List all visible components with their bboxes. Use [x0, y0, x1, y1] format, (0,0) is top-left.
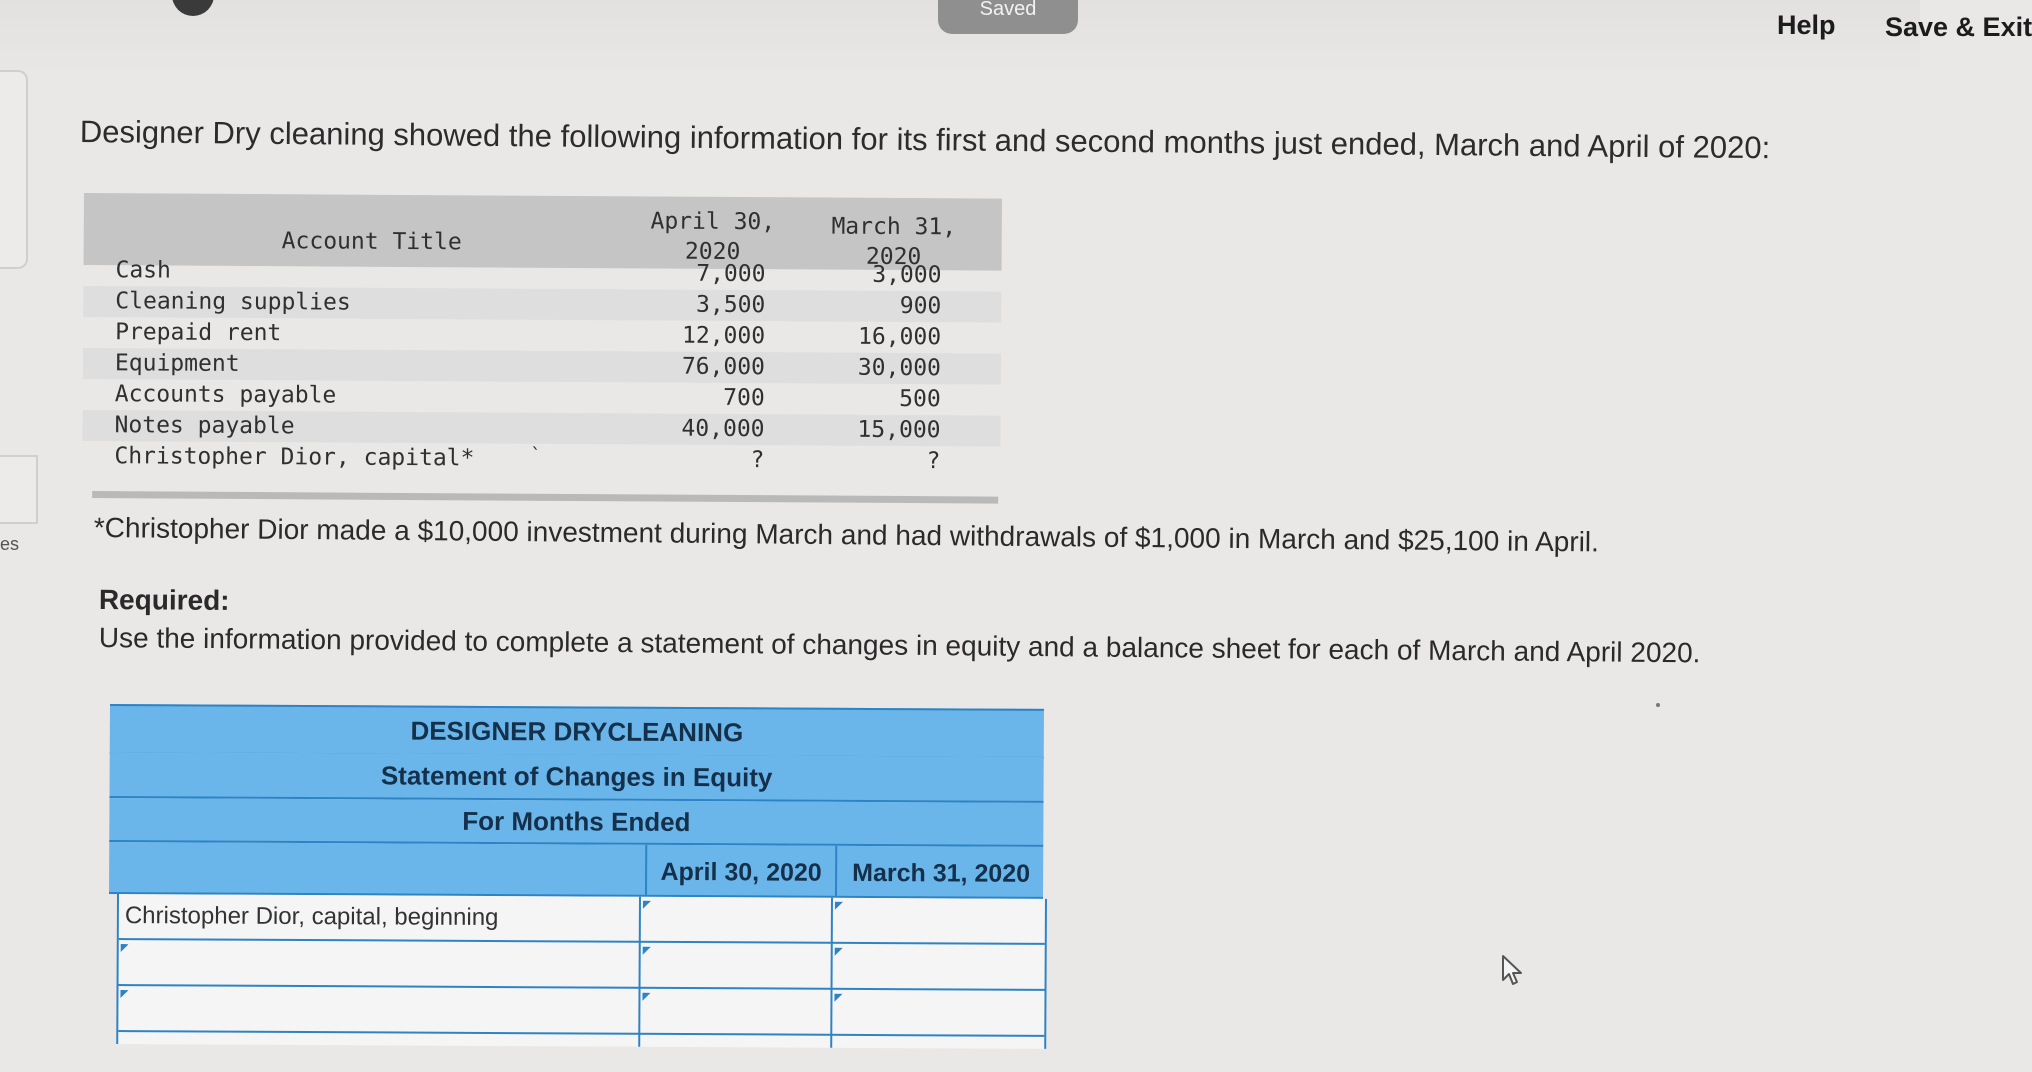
dropdown-corner-icon	[642, 993, 650, 1001]
capital-beginning-march-input[interactable]	[841, 902, 1041, 941]
row2-march-input[interactable]	[841, 948, 1041, 987]
row-march-value: 3,000	[872, 261, 942, 289]
row-title: Cash	[115, 257, 171, 284]
row-april-value: 40,000	[681, 415, 765, 443]
header-april-line2: 2020	[684, 238, 741, 266]
row3-april-input[interactable]	[650, 993, 834, 1032]
row-april-value: 7,000	[696, 260, 766, 288]
help-link[interactable]: Help	[1777, 10, 1836, 40]
header-march-line1: March 31,	[831, 213, 957, 241]
worksheet-body	[116, 894, 1047, 1049]
header-account-title: Account Title	[281, 228, 462, 256]
worksheet-statement-title: Statement of Changes in Equity	[110, 752, 1044, 803]
header-march-line2: 2020	[865, 243, 922, 271]
dropdown-corner-icon	[643, 901, 651, 909]
worksheet-col-march: March 31, 2020	[835, 846, 1045, 897]
save-exit-link[interactable]: Save & Exit	[1885, 12, 2032, 42]
row-april-value: 76,000	[681, 353, 766, 381]
required-instructions: Use the information provided to complete a statement of changes in equity and a balance sheet for each of March and April 2020.	[98, 622, 1701, 669]
row-march-value: 900	[899, 292, 942, 320]
row-april-value: 12,000	[681, 322, 766, 350]
stray-dot	[1656, 703, 1660, 707]
row-march-value: ?	[926, 448, 941, 475]
left-side-panel-edge	[0, 70, 28, 269]
row-march-value: 500	[899, 385, 941, 413]
row-title: Accounts payable	[114, 381, 337, 409]
row-title: Prepaid rent	[115, 319, 282, 347]
worksheet-label-header	[109, 842, 643, 895]
problem-intro-text: Designer Dry cleaning showed the following information for its first and second months just ended, March and April of 2020:	[79, 114, 1771, 166]
worksheet-col-april: April 30, 2020	[645, 845, 835, 896]
info-icon[interactable]	[172, 0, 214, 16]
row-april-value: ?	[750, 447, 765, 474]
tick-mark: `	[530, 444, 542, 466]
worksheet-row	[119, 894, 1045, 945]
row-march-value: 15,000	[857, 416, 941, 444]
account-data-table	[82, 193, 1004, 504]
row-title: Notes payable	[114, 412, 295, 440]
capital-footnote: *Christopher Dior made a $10,000 investment during March and had withdrawals of $1,000 in March and $25,100 in April.	[93, 512, 1600, 558]
row2-label-select[interactable]	[123, 944, 641, 985]
header-april-line1: April 30,	[650, 208, 776, 236]
dropdown-corner-icon	[643, 947, 651, 955]
row-april-value: 3,500	[695, 291, 766, 319]
row-april-value: 700	[723, 384, 765, 412]
left-side-tab[interactable]	[0, 455, 38, 524]
row-march-value: 30,000	[857, 354, 942, 382]
row-title: Christopher Dior, capital*	[114, 443, 475, 472]
row3-march-input[interactable]	[840, 994, 1040, 1033]
capital-beginning-april-input[interactable]	[651, 901, 835, 940]
table-row	[82, 441, 1000, 478]
row2-april-input[interactable]	[651, 947, 835, 986]
row-title: Equipment	[114, 350, 240, 377]
required-label: Required:	[98, 584, 230, 616]
saved-status-badge: Saved	[938, 0, 1078, 34]
worksheet-column-headers	[109, 842, 1043, 899]
mouse-cursor-icon	[1500, 954, 1526, 988]
row-title: Cleaning supplies	[115, 288, 351, 316]
equity-statement-worksheet	[108, 704, 1046, 1049]
worksheet-row	[119, 940, 1045, 991]
worksheet-period: For Months Ended	[109, 798, 1043, 847]
worksheet-row-label: Christopher Dior, capital, beginning	[124, 902, 499, 932]
row3-label-select[interactable]	[122, 990, 640, 1031]
top-bar	[0, 0, 2032, 70]
worksheet-company-name: DESIGNER DRYCLEANING	[110, 704, 1044, 759]
table-bottom-rule	[92, 491, 998, 504]
row-march-value: 16,000	[857, 323, 942, 351]
worksheet-row	[118, 986, 1044, 1037]
side-tab-label: es	[0, 534, 20, 554]
